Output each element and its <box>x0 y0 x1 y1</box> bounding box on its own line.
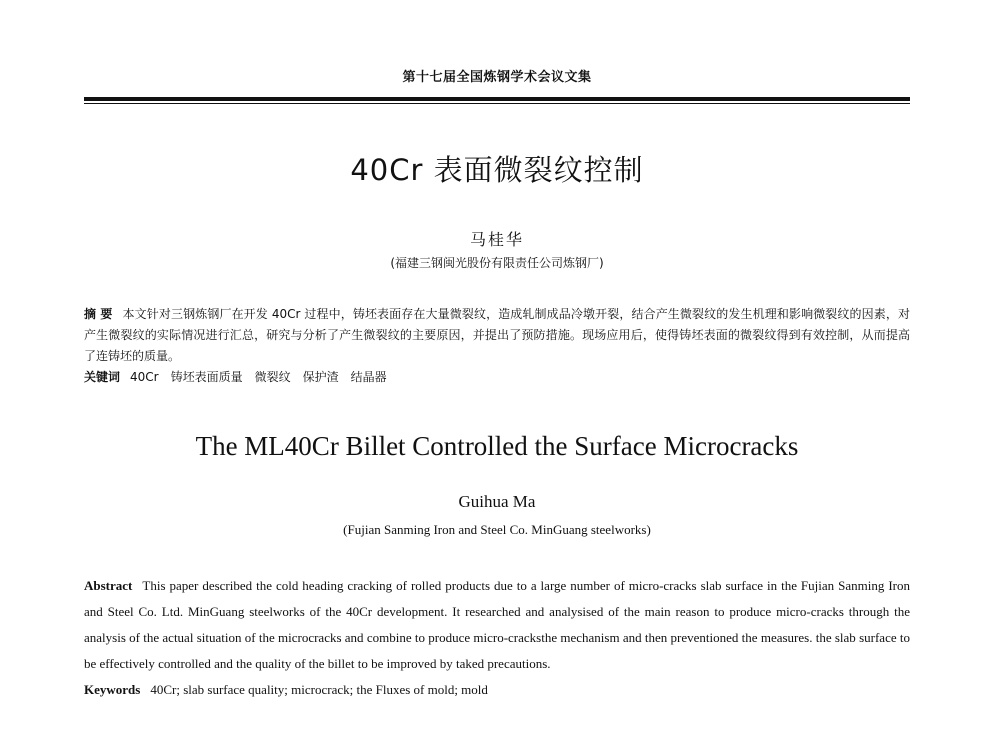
chinese-keyword: 保护渣 <box>302 370 339 384</box>
header-rule-thin <box>84 103 910 104</box>
english-keywords-text: 40Cr; slab surface quality; microcrack; the Fluxes of mold; mold <box>150 682 488 697</box>
english-abstract-text: This paper described the cold heading cracking of rolled products due to a large number of micro-cracks slab surface in the Fujian Sanming Iron and Steel Co. Ltd. MinGuang steelworks of the 40Cr development. It researched and analysised of the main reason to produce micro-cracks through the analysis of the actual situation of the microcracks and combine to produce micro-cracksthe mechanism and then preventioned the measures. the slab surface to be effectively controlled and the quality of the billet to be improved by taked precautions. <box>84 578 910 671</box>
chinese-author: 马桂华 <box>469 230 524 249</box>
chinese-keyword: 微裂纹 <box>254 370 291 384</box>
chinese-keyword: 铸坯表面质量 <box>170 370 243 384</box>
header-rule-thick <box>84 97 910 101</box>
chinese-abstract-text: 本文针对三钢炼钢厂在开发 40Cr 过程中，铸坯表面存在大量微裂纹，造成轧制成品冷墩开裂，结合产生微裂纹的发生机理和影响微裂纹的因素，对产生微裂纹的实际情况进行汇总，研究与分析了产生微裂纹的主要原因，并提出了预防措施。现场应用后，使得铸坯表面的微裂纹得到有效控制，从而提高了连铸坯的质量。 <box>84 307 910 363</box>
chinese-title: 40Cr 表面微裂纹控制 <box>350 153 644 187</box>
proceedings-header: 第十七届全国炼钢学术会议文集 <box>402 70 592 85</box>
english-abstract-label: Abstract <box>84 578 133 593</box>
english-abstract-block <box>84 573 910 703</box>
chinese-abstract <box>84 304 910 367</box>
english-keywords-label: Keywords <box>84 682 141 697</box>
english-affiliation: (Fujian Sanming Iron and Steel Co. MinGuang steelworks) <box>343 522 651 537</box>
english-abstract <box>84 573 910 677</box>
chinese-affiliation: (福建三钢闽光股份有限责任公司炼钢厂) <box>390 256 604 270</box>
chinese-keyword: 结晶器 <box>350 370 387 384</box>
chinese-keywords <box>84 367 910 388</box>
chinese-keyword: 40Cr <box>130 370 159 384</box>
chinese-abstract-label: 摘 要 <box>84 307 113 321</box>
chinese-abstract-block <box>84 304 910 388</box>
chinese-keywords-label: 关键词 <box>84 370 121 384</box>
english-author: Guihua Ma <box>458 492 536 511</box>
english-title: The ML40Cr Billet Controlled the Surface Microcracks <box>195 431 799 461</box>
english-keywords <box>84 677 910 703</box>
